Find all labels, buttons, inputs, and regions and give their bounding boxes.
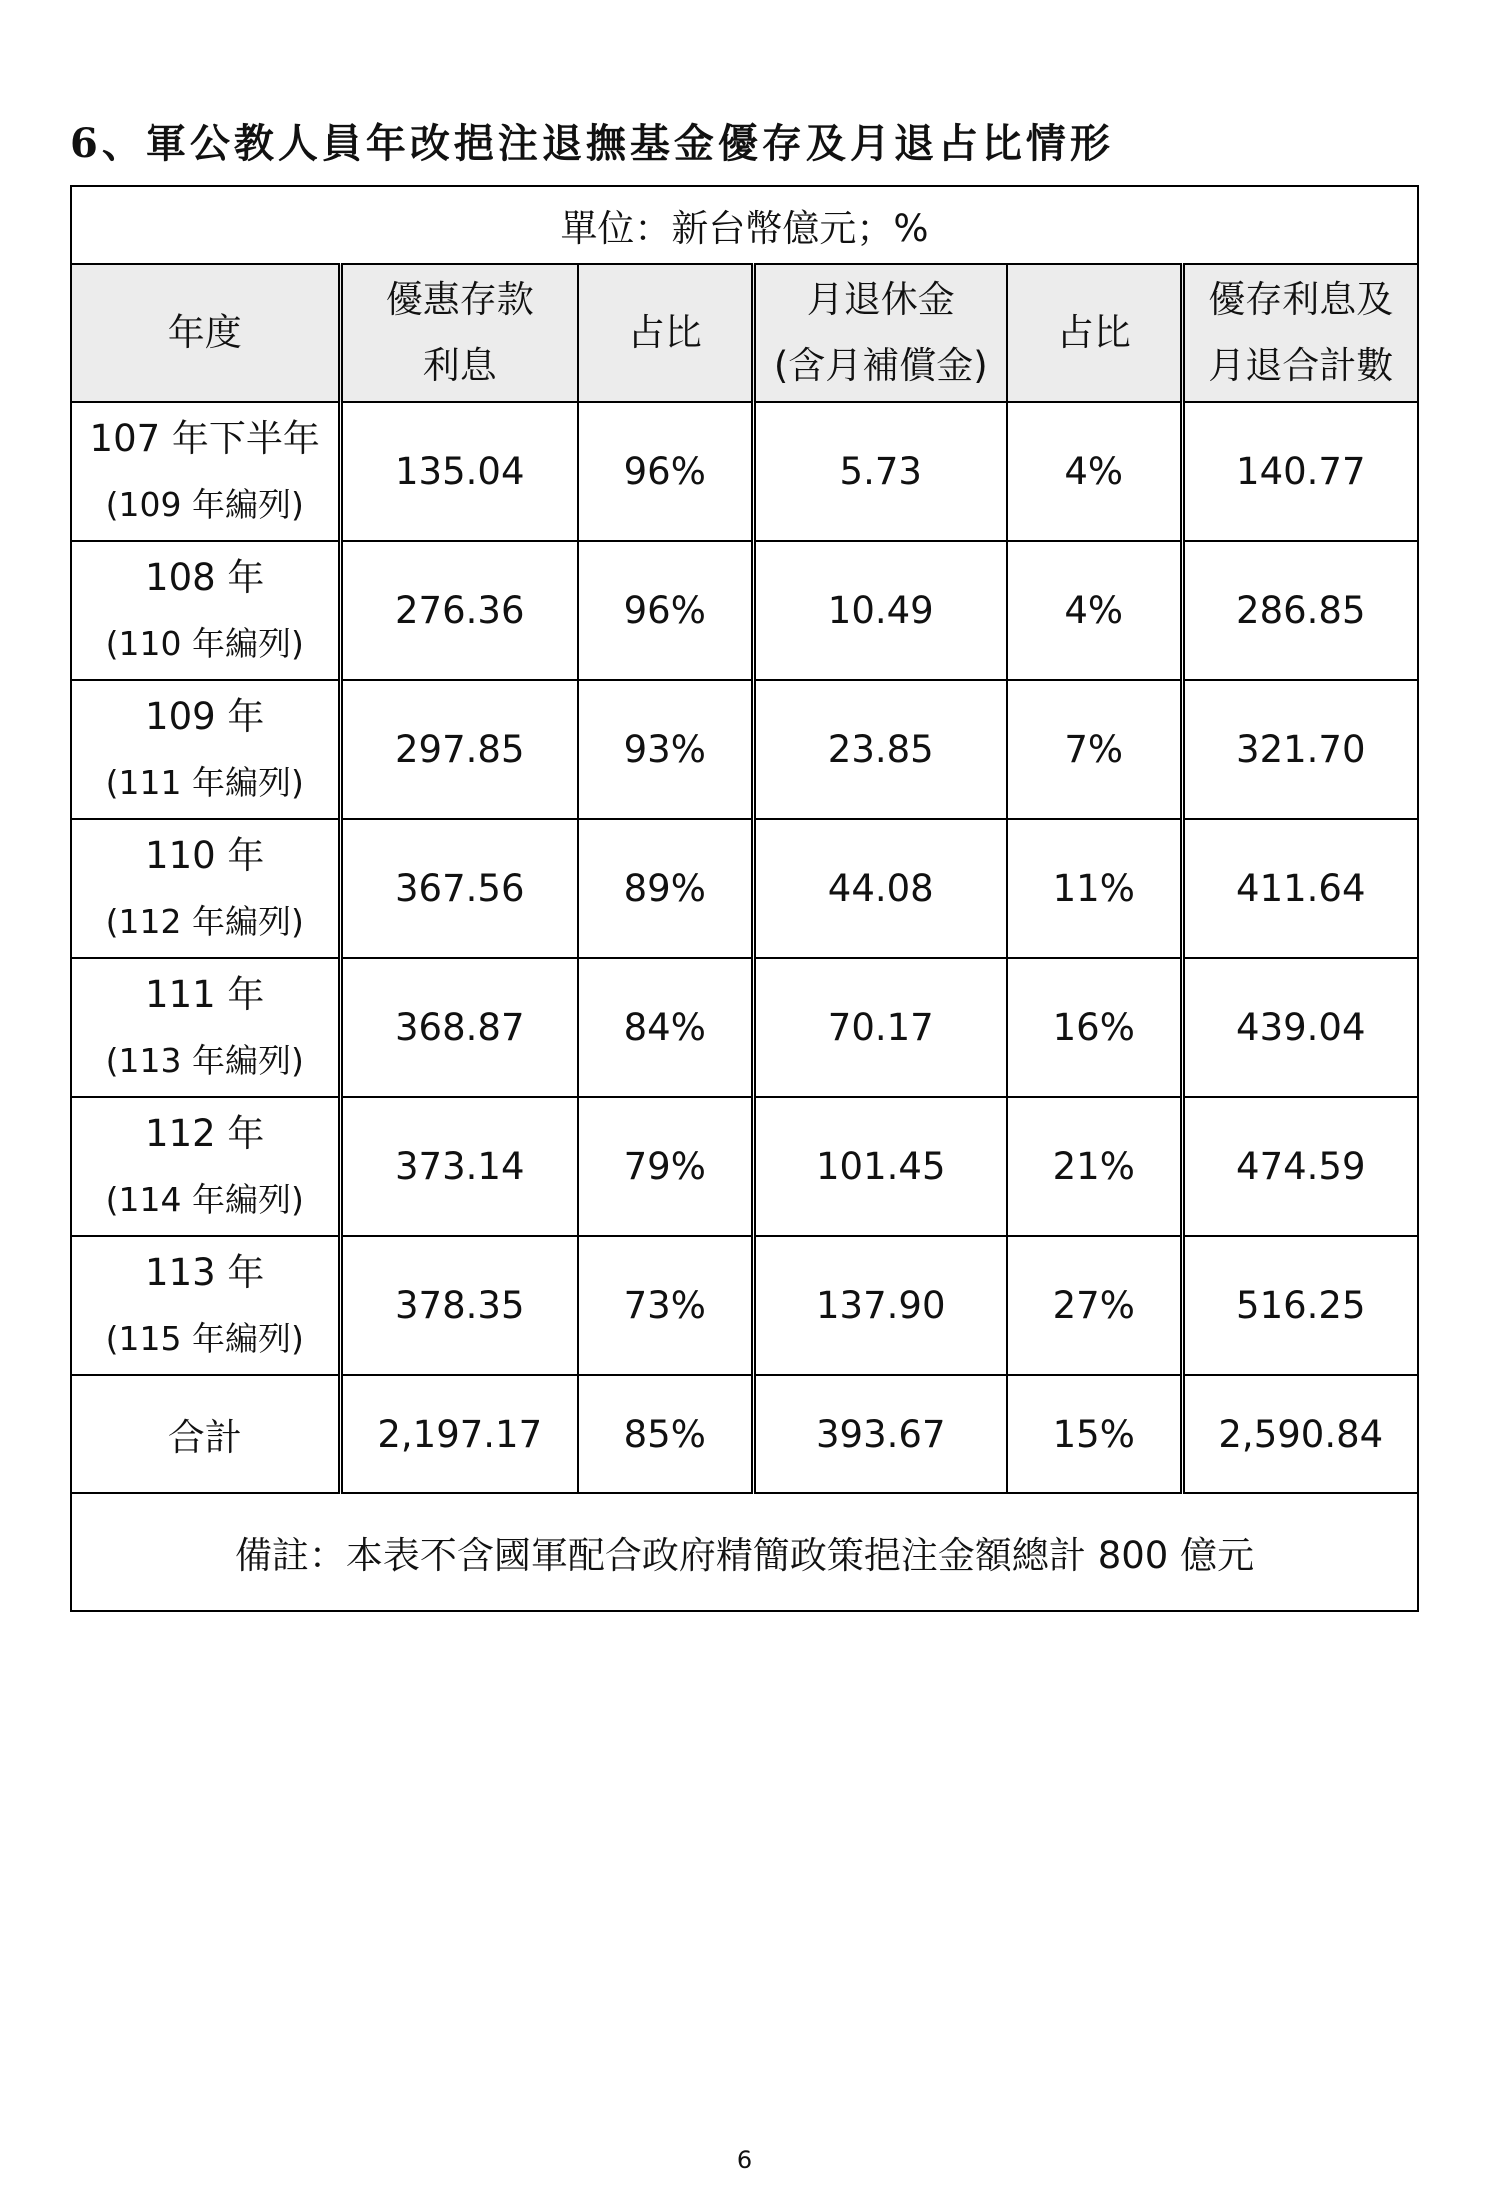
header-row (71, 264, 1418, 402)
cell-pension: 101.45 (753, 1097, 1007, 1236)
unit-row (71, 186, 1418, 264)
year-label: 111 年 (145, 972, 265, 1016)
cell-interest: 297.85 (340, 680, 578, 819)
budget-year-label: (114 年編列) (105, 1179, 304, 1219)
page-number: 6 (736, 2146, 753, 2174)
cell-pension: 10.49 (753, 541, 1007, 680)
header-interest-line1: 優惠存款 (385, 278, 534, 321)
year-label: 110 年 (145, 833, 265, 877)
pension-fund-table (70, 185, 1419, 1612)
total-pension: 393.67 (753, 1375, 1007, 1493)
table-row (71, 402, 1418, 541)
cell-interest-ratio: 84% (578, 958, 753, 1097)
total-sum: 2,590.84 (1182, 1375, 1418, 1493)
year-label: 112 年 (145, 1111, 265, 1155)
cell-pension: 23.85 (753, 680, 1007, 819)
header-total-line1: 優存利息及 (1208, 278, 1394, 321)
cell-pension: 44.08 (753, 819, 1007, 958)
total-pension-ratio: 15% (1007, 1375, 1182, 1493)
cell-total: 411.64 (1182, 819, 1418, 958)
budget-year-label: (112 年編列) (105, 901, 304, 941)
total-interest-ratio: 85% (578, 1375, 753, 1493)
cell-year (71, 541, 340, 680)
cell-pension-ratio: 7% (1007, 680, 1182, 819)
cell-year (71, 1097, 340, 1236)
total-row (71, 1375, 1418, 1493)
header-interest-ratio: 占比 (578, 264, 753, 402)
table-row (71, 819, 1418, 958)
cell-year (71, 402, 340, 541)
header-pension-ratio: 占比 (1007, 264, 1182, 402)
cell-total: 321.70 (1182, 680, 1418, 819)
cell-year (71, 958, 340, 1097)
cell-pension: 70.17 (753, 958, 1007, 1097)
cell-pension-ratio: 11% (1007, 819, 1182, 958)
header-interest (340, 264, 578, 402)
year-label: 109 年 (145, 694, 265, 738)
cell-total: 516.25 (1182, 1236, 1418, 1375)
table-row (71, 1097, 1418, 1236)
cell-total: 286.85 (1182, 541, 1418, 680)
cell-interest: 373.14 (340, 1097, 578, 1236)
unit-label: 單位：新台幣億元；% (71, 186, 1418, 264)
budget-year-label: (109 年編列) (105, 484, 304, 524)
table-row (71, 680, 1418, 819)
cell-interest-ratio: 89% (578, 819, 753, 958)
cell-interest-ratio: 79% (578, 1097, 753, 1236)
header-interest-line2: 利息 (422, 344, 497, 387)
total-label: 合計 (71, 1375, 340, 1493)
cell-interest-ratio: 96% (578, 541, 753, 680)
cell-interest: 367.56 (340, 819, 578, 958)
cell-pension-ratio: 16% (1007, 958, 1182, 1097)
year-label: 107 年下半年 (89, 416, 320, 460)
cell-pension: 137.90 (753, 1236, 1007, 1375)
cell-pension-ratio: 4% (1007, 402, 1182, 541)
cell-interest-ratio: 73% (578, 1236, 753, 1375)
header-total-line2: 月退合計數 (1208, 344, 1394, 387)
note-row (71, 1493, 1418, 1611)
cell-total: 474.59 (1182, 1097, 1418, 1236)
header-pension-line2: (含月補償金) (773, 344, 988, 387)
cell-pension-ratio: 4% (1007, 541, 1182, 680)
table-row (71, 958, 1418, 1097)
page-title: 6、軍公教人員年改挹注退撫基金優存及月退占比情形 (70, 120, 1114, 167)
header-pension-line1: 月退休金 (806, 278, 955, 321)
table-row (71, 541, 1418, 680)
year-label: 113 年 (145, 1250, 265, 1294)
cell-interest: 378.35 (340, 1236, 578, 1375)
header-year: 年度 (71, 264, 340, 402)
cell-total: 140.77 (1182, 402, 1418, 541)
cell-interest: 135.04 (340, 402, 578, 541)
cell-interest-ratio: 93% (578, 680, 753, 819)
budget-year-label: (111 年編列) (105, 762, 304, 802)
cell-total: 439.04 (1182, 958, 1418, 1097)
cell-interest: 276.36 (340, 541, 578, 680)
cell-pension-ratio: 21% (1007, 1097, 1182, 1236)
cell-pension-ratio: 27% (1007, 1236, 1182, 1375)
budget-year-label: (110 年編列) (105, 623, 304, 663)
budget-year-label: (113 年編列) (105, 1040, 304, 1080)
header-total (1182, 264, 1418, 402)
total-interest: 2,197.17 (340, 1375, 578, 1493)
year-label: 108 年 (145, 555, 265, 599)
cell-year (71, 680, 340, 819)
cell-year (71, 819, 340, 958)
cell-interest-ratio: 96% (578, 402, 753, 541)
header-pension (753, 264, 1007, 402)
note-text: 備註：本表不含國軍配合政府精簡政策挹注金額總計 800 億元 (71, 1493, 1418, 1611)
cell-year (71, 1236, 340, 1375)
budget-year-label: (115 年編列) (105, 1318, 304, 1358)
cell-interest: 368.87 (340, 958, 578, 1097)
table-row (71, 1236, 1418, 1375)
cell-pension: 5.73 (753, 402, 1007, 541)
